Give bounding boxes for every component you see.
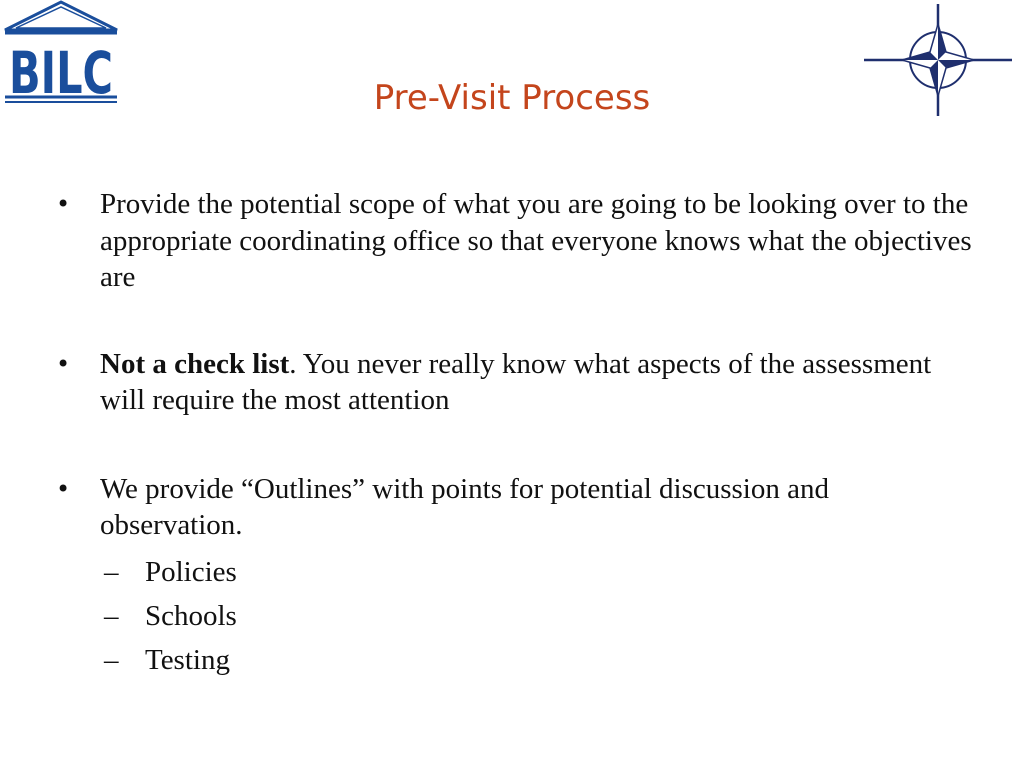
bullet-glyph: • bbox=[56, 474, 71, 503]
sub-item-policies bbox=[56, 550, 976, 594]
bullet-glyph: • bbox=[56, 349, 71, 378]
bullet-item bbox=[56, 346, 976, 419]
bilc-logo-text: BILC bbox=[9, 39, 113, 107]
sub-item-text: Schools bbox=[145, 599, 237, 632]
sub-item-testing bbox=[56, 638, 976, 682]
bullet-item bbox=[56, 471, 976, 544]
sub-list bbox=[56, 550, 976, 682]
sub-glyph: – bbox=[104, 555, 119, 588]
bullet-bold-text: Not a check list bbox=[100, 347, 290, 380]
sub-glyph: – bbox=[104, 599, 119, 632]
sub-glyph: – bbox=[104, 643, 119, 676]
sub-item-text: Policies bbox=[145, 555, 237, 588]
sub-item-text: Testing bbox=[145, 643, 230, 676]
bullet-item bbox=[56, 186, 976, 296]
bullet-text: Provide the potential scope of what you are going to be looking over to the appropriate coordinating office so that everyone knows what the objectives are bbox=[100, 188, 972, 293]
bullet-text: We provide “Outlines” with points for potential discussion and observation. bbox=[100, 472, 829, 541]
slide-body bbox=[56, 186, 976, 682]
bullet-text: . You never really know what aspects of the assessment will require the most attention bbox=[100, 347, 932, 416]
sub-item-schools bbox=[56, 594, 976, 638]
bullet-glyph: • bbox=[56, 190, 71, 218]
slide-title: Pre-Visit Process bbox=[373, 78, 651, 118]
